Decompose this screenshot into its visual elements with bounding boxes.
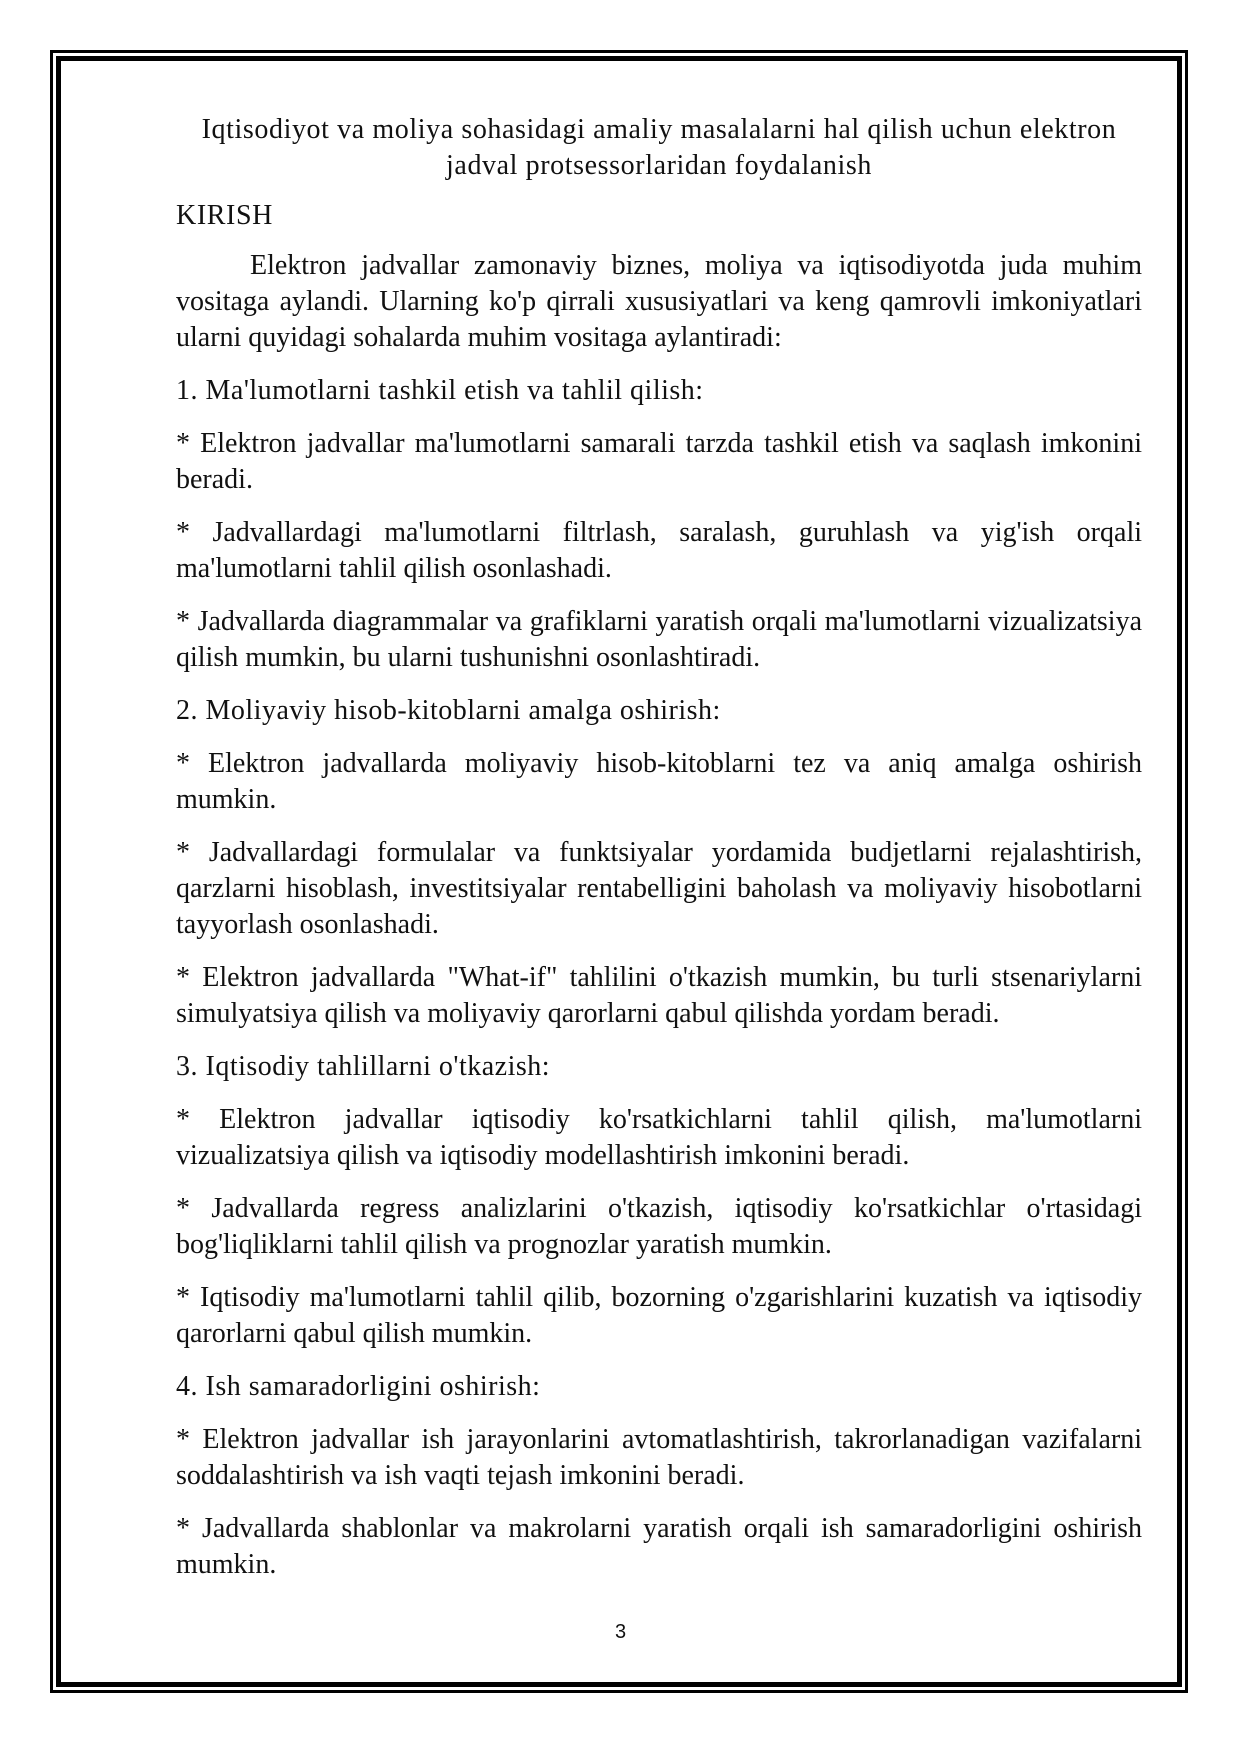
page-number: 3 [614, 1621, 627, 1643]
list-item: * Jadvallarda diagrammalar va grafiklarni yaratish orqali ma'lumotlarni vizualizatsiya qilish mumkin, bu ularni tushunishni osonlashtiradi. [176, 606, 1142, 673]
list-item: * Elektron jadvallarda "What-if" tahlilini o'tkazish mumkin, bu turli stsenariylarni simulyatsiya qilish va moliyaviy qarorlarni qabul qilishda yordam beradi. [176, 962, 1142, 1029]
list-item: * Jadvallardagi formulalar va funktsiyalar yordamida budjetlarni rejalashtirish, qarzlarni hisoblash, investitsiyalar rentabelligini baholash va moliyaviy hisobotlarni tayyorlash osonlashadi. [176, 837, 1142, 940]
list-item: * Iqtisodiy ma'lumotlarni tahlil qilib, bozorning o'zgarishlarini kuzatish va iqtisodiy qarorlarni qabul qilish mumkin. [176, 1282, 1142, 1349]
section-title: 4. Ish samaradorligini oshirish: [176, 1371, 541, 1402]
section-heading-intro: KIRISH [176, 200, 273, 231]
intro-paragraph: Elektron jadvallar zamonaviy biznes, moliya va iqtisodiyotda juda muhim vositaga aylandi. Ularning ko'p qirrali xususiyatlari va keng qamrovli imkoniyatlari ularni quyidagi sohalarda muhim vositaga aylantiradi: [176, 250, 1142, 353]
section-title: 1. Ma'lumotlarni tashkil etish va tahlil qilish: [176, 375, 704, 406]
list-item: * Jadvallarda regress analizlarini o'tkazish, iqtisodiy ko'rsatkichlar o'rtasidagi bog'liqliklarni tahlil qilish va prognozlar yaratish mumkin. [176, 1193, 1142, 1260]
list-item: * Jadvallarda shablonlar va makrolarni yaratish orqali ish samaradorligini oshirish mumkin. [176, 1513, 1142, 1580]
document-title: Iqtisodiyot va moliya sohasidagi amaliy masalalarni hal qilish uchun elektron jadval protsessorlaridan foydalanish [201, 114, 1117, 181]
list-item: * Elektron jadvallar iqtisodiy ko'rsatkichlarni tahlil qilish, ma'lumotlarni vizualizatsiya qilish va iqtisodiy modellashtirish imkonini beradi. [176, 1104, 1142, 1171]
section-title: 3. Iqtisodiy tahlillarni o'tkazish: [176, 1051, 551, 1082]
page-content [176, 112, 1142, 1600]
list-item: * Elektron jadvallarda moliyaviy hisob-kitoblarni tez va aniq amalga oshirish mumkin. [176, 748, 1142, 815]
list-item: * Jadvallardagi ma'lumotlarni filtrlash, saralash, guruhlash va yig'ish orqali ma'lumotlarni tahlil qilish osonlashadi. [176, 517, 1142, 584]
list-item: * Elektron jadvallar ma'lumotlarni samarali tarzda tashkil etish va saqlash imkonini beradi. [176, 428, 1142, 495]
section-title: 2. Moliyaviy hisob-kitoblarni amalga oshirish: [176, 695, 721, 726]
list-item: * Elektron jadvallar ish jarayonlarini avtomatlashtirish, takrorlanadigan vazifalarni soddalashtirish va ish vaqti tejash imkonini beradi. [176, 1424, 1142, 1491]
